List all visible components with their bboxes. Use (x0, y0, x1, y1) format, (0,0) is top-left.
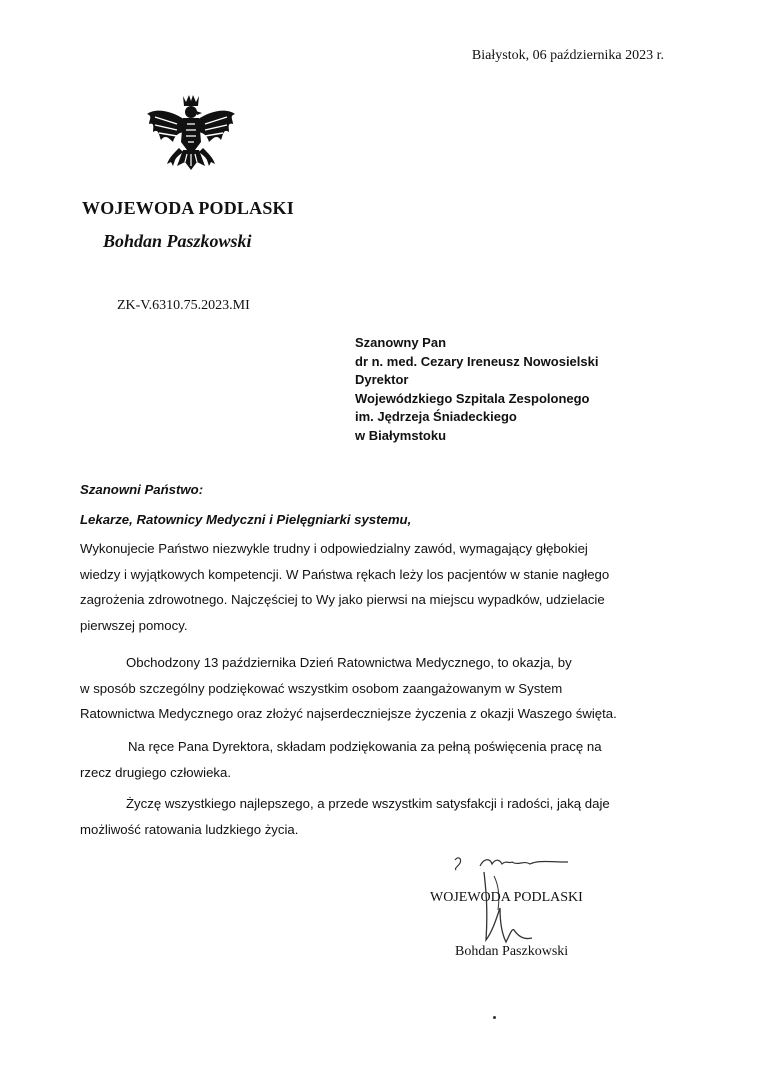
recipient-line: w Białymstoku (355, 427, 447, 443)
paragraph-line: Życzę wszystkiego najlepszego, a przede wszystkim satysfakcji i radości, jaką daje (126, 796, 610, 811)
paragraph-line: rzecz drugiego człowieka. (80, 764, 231, 780)
paragraph-line: Ratownictwa Medycznego oraz złożyć najserdeczniejsze życzenia z okazji Waszego święta. (80, 706, 617, 721)
signature-name: Bohdan Paszkowski (455, 944, 569, 959)
paragraph-line: pierwszej pomocy. (80, 617, 188, 633)
paragraph-line: w sposób szczególny podziękować wszystkim osobom zaangażowanym w System (80, 680, 563, 696)
issuer-office: WOJEWODA PODLASKI (82, 198, 294, 218)
reference-number: ZK-V.6310.75.2023.MI (117, 298, 250, 313)
recipient-line: im. Jędrzeja Śniadeckiego (355, 409, 517, 425)
paragraph-line: zagrożenia zdrowotnego. Najczęściej to Wy jako pierwsi na miejscu wypadków, udzielacie (80, 592, 605, 607)
paragraph-line: możliwość ratowania ludzkiego życia. (80, 821, 299, 837)
paragraph-line: Na ręce Pana Dyrektora, składam podziękowania za pełną poświęcenia pracę na (128, 739, 602, 754)
page-mark (493, 1016, 496, 1019)
paragraph-line: wiedzy i wyjątkowych kompetencji. W Państwa rękach leży los pacjentów w stanie nagłego (80, 566, 610, 582)
body-paragraph-1 (80, 536, 663, 638)
recipient-line: Szanowny Pan (355, 335, 447, 350)
recipient-address (355, 334, 598, 446)
body-paragraph-4 (80, 791, 663, 842)
signature-office: WOJEWODA PODLASKI (430, 890, 583, 905)
recipient-line: Wojewódzkiego Szpitala Zespolonego (355, 390, 590, 406)
polish-eagle-emblem-icon (143, 92, 239, 184)
body-paragraph-3 (80, 734, 663, 785)
recipient-line: Dyrektor (355, 372, 409, 388)
body-paragraph-2 (80, 650, 663, 727)
issuer-name: Bohdan Paszkowski (103, 231, 252, 251)
paragraph-line: Wykonujecie Państwo niezwykle trudny i odpowiedzialny zawód, wymagający głębokiej (80, 541, 588, 556)
paragraph-line: Obchodzony 13 października Dzień Ratownictwa Medycznego, to okazja, by (126, 655, 572, 670)
recipient-line: dr n. med. Cezary Ireneusz Nowosielski (355, 353, 599, 369)
salutation-primary: Szanowni Państwo: (80, 482, 204, 497)
salutation-secondary: Lekarze, Ratownicy Medyczni i Pielęgniarki systemu, (80, 512, 412, 527)
letter-date: Białystok, 06 października 2023 r. (471, 48, 664, 63)
